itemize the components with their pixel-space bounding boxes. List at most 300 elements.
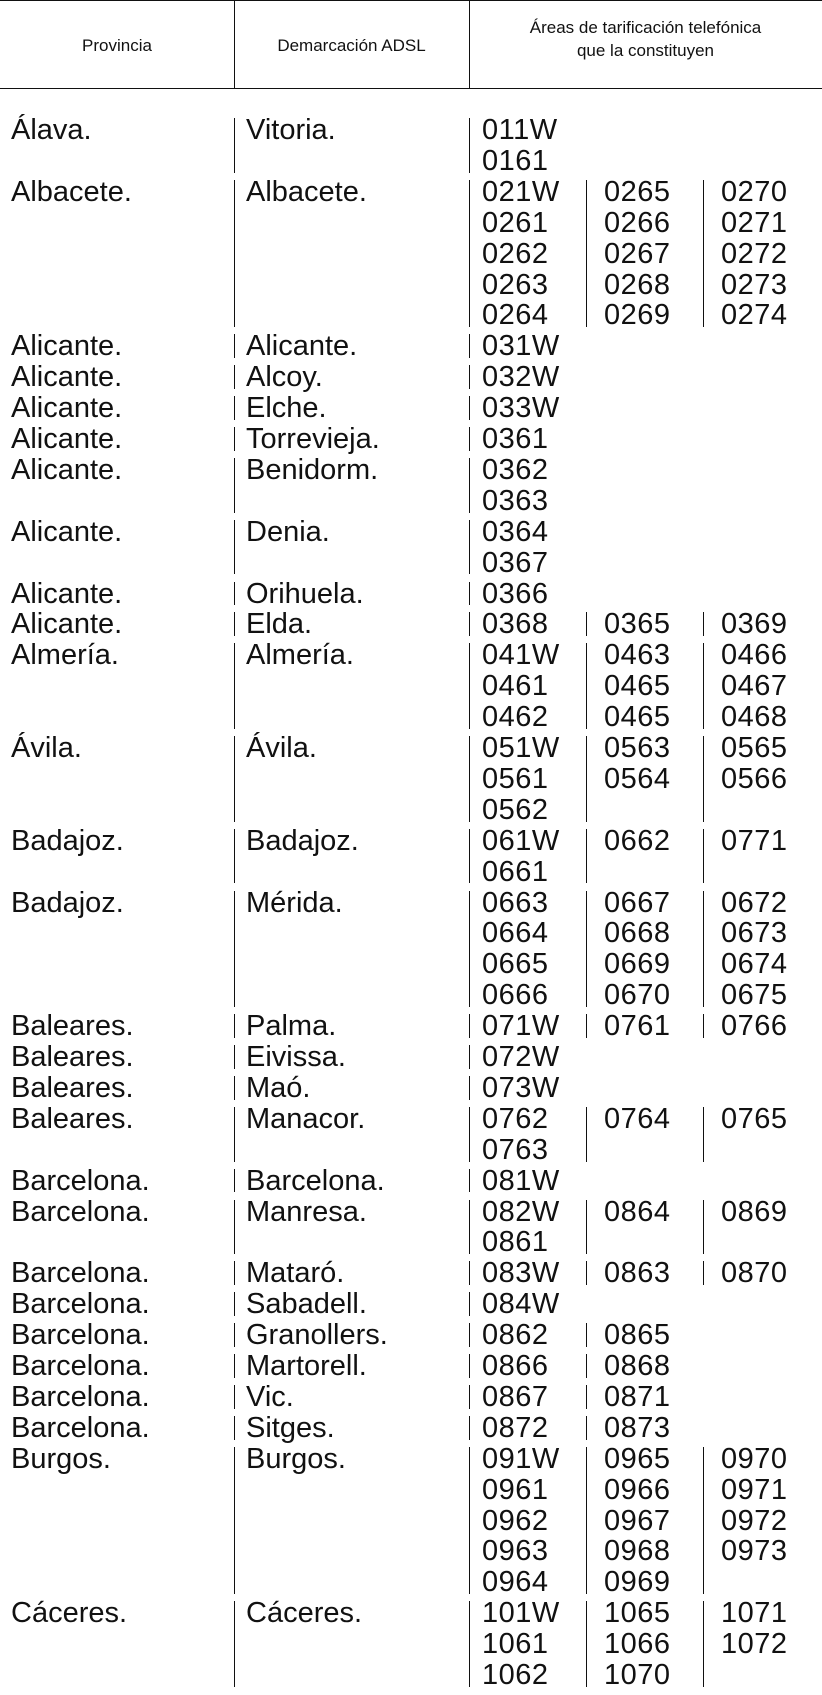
area-col-divider-1 <box>586 180 587 328</box>
table-row <box>0 486 822 517</box>
provincia-divider <box>234 1261 235 1285</box>
provincia-divider <box>234 1045 235 1069</box>
demarcacion-cell: Orihuela. <box>246 577 364 610</box>
demarcacion-cell: Mérida. <box>246 886 343 919</box>
area-code-cell: 0566 <box>721 762 788 795</box>
provincia-divider <box>234 1169 235 1193</box>
table-row <box>0 1042 822 1073</box>
table-row <box>0 1227 822 1258</box>
table-row <box>0 393 822 424</box>
area-col-divider-1 <box>586 612 587 636</box>
area-code-cell: 0270 <box>721 175 788 208</box>
provincia-divider <box>234 365 235 389</box>
provincia-cell: Alicante. <box>11 330 123 363</box>
area-code-cell: 0264 <box>482 299 549 332</box>
area-code-cell: 1062 <box>482 1659 549 1691</box>
area-code-cell: 011W <box>482 114 558 146</box>
area-code-cell: 0362 <box>482 453 549 486</box>
table-row <box>0 1536 822 1567</box>
area-code-cell: 0965 <box>604 1442 671 1475</box>
area-col-divider-2 <box>703 1447 704 1595</box>
area-col-divider-2 <box>703 891 704 1008</box>
table-row <box>0 826 822 857</box>
area-code-cell: 0274 <box>721 299 788 332</box>
provincia-divider <box>234 334 235 358</box>
provincia-divider <box>234 520 235 575</box>
table-row <box>0 1104 822 1135</box>
area-col-divider-1 <box>586 891 587 1008</box>
area-col-divider-1 <box>586 829 587 884</box>
demarcacion-divider <box>469 520 470 575</box>
area-code-cell: 0263 <box>482 268 549 301</box>
area-col-divider-2 <box>703 1261 704 1285</box>
area-col-divider-1 <box>586 1014 587 1038</box>
provincia-cell: Alicante. <box>11 577 123 610</box>
provincia-cell: Barcelona. <box>11 1319 150 1352</box>
area-code-cell: 0962 <box>482 1504 549 1537</box>
table-row <box>0 1197 822 1228</box>
area-code-cell: 0971 <box>721 1473 788 1506</box>
area-code-cell: 1061 <box>482 1628 549 1661</box>
area-code-cell: 0271 <box>721 206 788 239</box>
provincia-divider <box>234 458 235 513</box>
header-demarcacion: Demarcación ADSL <box>277 36 426 55</box>
area-code-cell: 0973 <box>721 1535 788 1568</box>
area-col-divider-1 <box>586 1601 587 1687</box>
table-row <box>0 764 822 795</box>
area-code-cell: 0864 <box>604 1195 671 1228</box>
provincia-cell: Alicante. <box>11 608 123 641</box>
area-code-cell: 0369 <box>721 608 788 641</box>
provincia-divider <box>234 1200 235 1255</box>
demarcacion-cell: Sabadell. <box>246 1288 367 1321</box>
demarcacion-divider <box>469 334 470 358</box>
area-col-divider-2 <box>703 612 704 636</box>
area-code-cell: 032W <box>482 361 560 394</box>
demarcacion-divider <box>469 396 470 420</box>
provincia-cell: Alicante. <box>11 392 123 425</box>
area-code-cell: 0364 <box>482 515 549 548</box>
table-row <box>0 857 822 888</box>
demarcacion-cell: Mataró. <box>246 1257 345 1290</box>
table-row <box>0 1598 822 1629</box>
area-code-cell: 1066 <box>604 1628 671 1661</box>
provincia-cell: Alicante. <box>11 453 123 486</box>
area-code-cell: 0273 <box>721 268 788 301</box>
area-code-cell: 0866 <box>482 1350 549 1382</box>
area-code-cell: 1072 <box>721 1628 788 1661</box>
demarcacion-divider <box>469 1261 470 1285</box>
table-row <box>0 1351 822 1382</box>
area-code-cell: 0966 <box>604 1473 671 1506</box>
header-provincia: Provincia <box>82 36 152 55</box>
table-row <box>0 1135 822 1166</box>
area-col-divider-1 <box>586 1447 587 1595</box>
provincia-cell: Badajoz. <box>11 886 124 919</box>
area-col-divider-2 <box>703 1107 704 1162</box>
area-col-divider-1 <box>586 1200 587 1255</box>
table-top-rule <box>0 0 822 1</box>
table-row <box>0 1444 822 1475</box>
area-code-cell: 0673 <box>721 917 788 950</box>
area-code-cell: 0871 <box>604 1380 671 1413</box>
area-col-divider-2 <box>703 1200 704 1255</box>
area-code-cell: 0564 <box>604 762 671 795</box>
area-code-cell: 0662 <box>604 824 671 857</box>
table-row <box>0 548 822 579</box>
table-row <box>0 208 822 239</box>
demarcacion-cell: Cáceres. <box>246 1597 363 1630</box>
demarcacion-divider <box>469 582 470 606</box>
provincia-divider <box>234 1447 235 1595</box>
provincia-cell: Alicante. <box>11 515 123 548</box>
area-code-cell: 0267 <box>604 237 671 270</box>
area-code-cell: 0865 <box>604 1319 671 1352</box>
table-row <box>0 671 822 702</box>
area-code-cell: 0861 <box>482 1226 549 1259</box>
demarcacion-cell: Manacor. <box>246 1102 366 1135</box>
provincia-divider <box>234 1416 235 1440</box>
area-code-cell: 0969 <box>604 1566 671 1599</box>
area-code-cell: 0563 <box>604 732 671 764</box>
table-row <box>0 455 822 486</box>
table-row <box>0 980 822 1011</box>
demarcacion-cell: Benidorm. <box>246 453 379 486</box>
area-code-cell: 0161 <box>482 144 549 177</box>
area-code-cell: 0873 <box>604 1411 671 1444</box>
area-code-cell: 061W <box>482 824 560 857</box>
demarcacion-cell: Elche. <box>246 392 327 425</box>
provincia-cell: Alicante. <box>11 361 123 394</box>
area-code-cell: 0363 <box>482 484 549 517</box>
area-col-divider-2 <box>703 1601 704 1687</box>
area-code-cell: 0667 <box>604 886 671 919</box>
demarcacion-cell: Barcelona. <box>246 1164 385 1197</box>
table-row <box>0 115 822 146</box>
provincia-cell: Alicante. <box>11 423 123 455</box>
demarcacion-divider <box>469 1416 470 1440</box>
area-code-cell: 021W <box>482 175 560 208</box>
provincia-cell: Barcelona. <box>11 1411 150 1444</box>
area-code-cell: 0863 <box>604 1257 671 1290</box>
table-row <box>0 918 822 949</box>
provincia-divider <box>234 1354 235 1378</box>
area-code-cell: 0467 <box>721 670 788 703</box>
demarcacion-divider <box>469 1292 470 1316</box>
provincia-divider <box>234 1076 235 1100</box>
demarcacion-cell: Badajoz. <box>246 824 359 857</box>
area-code-cell: 051W <box>482 732 560 764</box>
area-code-cell: 1065 <box>604 1597 671 1630</box>
provincia-divider <box>234 180 235 328</box>
demarcacion-divider <box>469 736 470 822</box>
table-row <box>0 300 822 331</box>
demarcacion-cell: Burgos. <box>246 1442 346 1475</box>
area-code-cell: 0466 <box>721 639 788 672</box>
table-row <box>0 517 822 548</box>
demarcacion-cell: Vic. <box>246 1380 294 1413</box>
provincia-cell: Ávila. <box>11 732 82 764</box>
header-areas <box>469 16 822 62</box>
area-code-cell: 0561 <box>482 762 549 795</box>
area-col-divider-2 <box>703 180 704 328</box>
demarcacion-divider <box>469 1323 470 1347</box>
demarcacion-cell: Alicante. <box>246 330 358 363</box>
demarcacion-cell: Manresa. <box>246 1195 367 1228</box>
area-code-cell: 0867 <box>482 1380 549 1413</box>
provincia-cell: Baleares. <box>11 1071 134 1104</box>
area-code-cell: 0771 <box>721 824 788 857</box>
area-code-cell: 0665 <box>482 948 549 981</box>
area-code-cell: 0462 <box>482 701 549 734</box>
table-row <box>0 795 822 826</box>
area-col-divider-1 <box>586 736 587 822</box>
demarcacion-divider <box>469 829 470 884</box>
demarcacion-cell: Vitoria. <box>246 114 336 146</box>
demarcacion-divider <box>469 1076 470 1100</box>
provincia-divider <box>234 396 235 420</box>
provincia-divider <box>234 1107 235 1162</box>
demarcacion-divider <box>469 1447 470 1595</box>
area-code-cell: 0765 <box>721 1102 788 1135</box>
area-code-cell: 0562 <box>482 793 549 826</box>
area-code-cell: 072W <box>482 1041 560 1073</box>
area-code-cell: 0465 <box>604 701 671 734</box>
provincia-cell: Álava. <box>11 114 92 146</box>
area-col-divider-1 <box>586 1385 587 1409</box>
table-row <box>0 424 822 455</box>
demarcacion-divider <box>469 1385 470 1409</box>
area-code-cell: 0868 <box>604 1350 671 1382</box>
provincia-cell: Barcelona. <box>11 1350 150 1382</box>
area-code-cell: 0968 <box>604 1535 671 1568</box>
table-row <box>0 1567 822 1598</box>
area-code-cell: 0468 <box>721 701 788 734</box>
provincia-cell: Albacete. <box>11 175 132 208</box>
area-code-cell: 083W <box>482 1257 560 1290</box>
demarcacion-divider <box>469 891 470 1008</box>
area-code-cell: 0366 <box>482 577 549 610</box>
area-code-cell: 0970 <box>721 1442 788 1475</box>
area-code-cell: 0461 <box>482 670 549 703</box>
table-row <box>0 1475 822 1506</box>
area-code-cell: 0463 <box>604 639 671 672</box>
table-row <box>0 1506 822 1537</box>
provincia-cell: Barcelona. <box>11 1288 150 1321</box>
provincia-divider <box>234 1385 235 1409</box>
table-row <box>0 888 822 919</box>
provincia-cell: Almería. <box>11 639 119 672</box>
provincia-cell: Cáceres. <box>11 1597 128 1630</box>
area-col-divider-1 <box>586 1323 587 1347</box>
area-code-cell: 0265 <box>604 175 671 208</box>
demarcacion-divider <box>469 1601 470 1687</box>
area-code-cell: 0367 <box>482 546 549 579</box>
header-bottom-rule <box>0 88 822 89</box>
demarcacion-divider <box>469 612 470 636</box>
provincia-cell: Barcelona. <box>11 1195 150 1228</box>
table-row <box>0 1413 822 1444</box>
area-code-cell: 0266 <box>604 206 671 239</box>
area-code-cell: 0262 <box>482 237 549 270</box>
header-areas-line1: Áreas de tarificación telefónica <box>529 18 762 37</box>
demarcacion-cell: Palma. <box>246 1010 337 1043</box>
area-col-divider-2 <box>703 829 704 884</box>
area-code-cell: 0961 <box>482 1473 549 1506</box>
area-code-cell: 1071 <box>721 1597 788 1630</box>
area-col-divider-2 <box>703 736 704 822</box>
area-code-cell: 081W <box>482 1164 560 1197</box>
table-row <box>0 1258 822 1289</box>
demarcacion-cell: Alcoy. <box>246 361 323 394</box>
table-row <box>0 1629 822 1660</box>
area-code-cell: 071W <box>482 1010 560 1043</box>
area-code-cell: 0872 <box>482 1411 549 1444</box>
area-code-cell: 0870 <box>721 1257 788 1290</box>
demarcacion-divider <box>469 118 470 173</box>
area-code-cell: 101W <box>482 1597 560 1630</box>
demarcacion-divider <box>469 427 470 451</box>
area-code-cell: 0465 <box>604 670 671 703</box>
demarcacion-divider <box>469 1045 470 1069</box>
demarcacion-cell: Maó. <box>246 1071 311 1104</box>
area-code-cell: 0670 <box>604 979 671 1012</box>
area-code-cell: 0963 <box>482 1535 549 1568</box>
area-code-cell: 0862 <box>482 1319 549 1352</box>
provincia-divider <box>234 1601 235 1687</box>
area-code-cell: 031W <box>482 330 560 363</box>
table-row <box>0 609 822 640</box>
table-row <box>0 331 822 362</box>
area-col-divider-1 <box>586 1261 587 1285</box>
demarcacion-divider <box>469 1014 470 1038</box>
demarcacion-divider <box>469 1169 470 1193</box>
table-row <box>0 1289 822 1320</box>
area-code-cell: 0972 <box>721 1504 788 1537</box>
area-col-divider-1 <box>586 1107 587 1162</box>
area-col-divider-1 <box>586 1354 587 1378</box>
area-code-cell: 0672 <box>721 886 788 919</box>
provincia-divider <box>234 736 235 822</box>
demarcacion-cell: Torrevieja. <box>246 423 380 455</box>
table-row <box>0 1166 822 1197</box>
demarcacion-cell: Martorell. <box>246 1350 367 1382</box>
area-code-cell: 073W <box>482 1071 560 1104</box>
area-code-cell: 091W <box>482 1442 560 1475</box>
area-code-cell: 033W <box>482 392 560 425</box>
table-row <box>0 1011 822 1042</box>
provincia-cell: Barcelona. <box>11 1257 150 1290</box>
area-code-cell: 0766 <box>721 1010 788 1043</box>
provincia-divider <box>234 612 235 636</box>
area-col-divider-1 <box>586 1416 587 1440</box>
demarcacion-divider <box>469 1200 470 1255</box>
area-code-cell: 0664 <box>482 917 549 950</box>
table-row <box>0 177 822 208</box>
table-row <box>0 362 822 393</box>
demarcacion-cell: Almería. <box>246 639 354 672</box>
provincia-cell: Barcelona. <box>11 1380 150 1413</box>
area-code-cell: 0368 <box>482 608 549 641</box>
table-row <box>0 949 822 980</box>
area-code-cell: 0668 <box>604 917 671 950</box>
demarcacion-divider <box>469 1354 470 1378</box>
area-code-cell: 1070 <box>604 1659 671 1691</box>
provincia-divider <box>234 643 235 729</box>
header-areas-line2: que la constituyen <box>576 41 715 60</box>
provincia-divider <box>234 582 235 606</box>
provincia-cell: Baleares. <box>11 1041 134 1073</box>
table-row <box>0 702 822 733</box>
demarcacion-divider <box>469 643 470 729</box>
table-row <box>0 1382 822 1413</box>
demarcacion-cell: Ávila. <box>246 732 317 764</box>
table-row <box>0 239 822 270</box>
table-row <box>0 733 822 764</box>
table-row <box>0 270 822 301</box>
area-code-cell: 041W <box>482 639 560 672</box>
provincia-cell: Barcelona. <box>11 1164 150 1197</box>
area-code-cell: 0762 <box>482 1102 549 1135</box>
table-row <box>0 146 822 177</box>
table-row <box>0 579 822 610</box>
provincia-divider <box>234 427 235 451</box>
area-code-cell: 0365 <box>604 608 671 641</box>
area-code-cell: 0666 <box>482 979 549 1012</box>
area-col-divider-2 <box>703 643 704 729</box>
area-code-cell: 0761 <box>604 1010 671 1043</box>
area-code-cell: 0964 <box>482 1566 549 1599</box>
provincia-cell: Burgos. <box>11 1442 111 1475</box>
area-code-cell: 0261 <box>482 206 549 239</box>
table-row <box>0 1073 822 1104</box>
table-row <box>0 1660 822 1691</box>
demarcacion-divider <box>469 1107 470 1162</box>
demarcacion-cell: Elda. <box>246 608 313 641</box>
table-row <box>0 1320 822 1351</box>
demarcacion-cell: Denia. <box>246 515 330 548</box>
demarcacion-divider <box>469 458 470 513</box>
area-code-cell: 0764 <box>604 1102 671 1135</box>
provincia-cell: Baleares. <box>11 1102 134 1135</box>
provincia-divider <box>234 891 235 1008</box>
area-col-divider-2 <box>703 1014 704 1038</box>
area-code-cell: 0967 <box>604 1504 671 1537</box>
provincia-divider <box>234 1014 235 1038</box>
area-code-cell: 0675 <box>721 979 788 1012</box>
area-code-cell: 084W <box>482 1288 560 1321</box>
provincia-divider <box>234 1323 235 1347</box>
area-code-cell: 0272 <box>721 237 788 270</box>
area-code-cell: 0669 <box>604 948 671 981</box>
area-code-cell: 0361 <box>482 423 549 455</box>
provincia-divider <box>234 118 235 173</box>
area-code-cell: 0763 <box>482 1133 549 1166</box>
provincia-divider <box>234 829 235 884</box>
area-code-cell: 0269 <box>604 299 671 332</box>
area-code-cell: 0869 <box>721 1195 788 1228</box>
demarcacion-cell: Eivissa. <box>246 1041 346 1073</box>
area-code-cell: 0663 <box>482 886 549 919</box>
demarcacion-divider <box>469 180 470 328</box>
area-code-cell: 082W <box>482 1195 560 1228</box>
area-code-cell: 0674 <box>721 948 788 981</box>
area-code-cell: 0661 <box>482 855 549 888</box>
table-row <box>0 640 822 671</box>
provincia-cell: Badajoz. <box>11 824 124 857</box>
demarcacion-cell: Albacete. <box>246 175 367 208</box>
area-code-cell: 0268 <box>604 268 671 301</box>
